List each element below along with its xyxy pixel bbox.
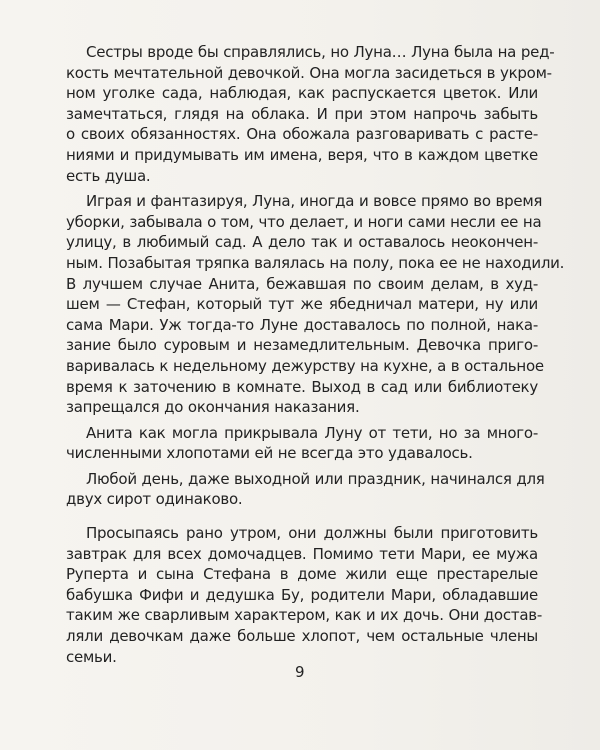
text-line: завтрак для всех домочадцев. Помимо тети Мари, ее мужа [66, 544, 538, 563]
text-line: В лучшем случае Анита, бежавшая по своим делам, в худ- [66, 274, 538, 293]
text-line: Анита как могла прикрывала Луну от тети, но за много- [86, 423, 538, 442]
text-line: о своих обязанностях. Она обожала разговаривать с расте- [66, 125, 538, 144]
text-line: Играя и фантазируя, Луна, иногда и вовсе прямо во время [86, 192, 543, 211]
text-line: ниями и придумывать им имена, веря, что в каждом цветке [66, 145, 538, 164]
text-line: зание было суровым и незамедлительным. Девочка приго- [66, 336, 538, 355]
text-line: Просыпаясь рано утром, они должны были приготовить [86, 524, 538, 543]
text-line: ным. Позабытая тряпка валялась на полу, пока ее не находили. [66, 253, 565, 272]
page-number: 9 [294, 663, 306, 681]
text-line: варивалась к недельному дежурству на кухне, а в остальное [66, 356, 544, 375]
text-line: кость мечтательной девочкой. Она могла засидеться в укром- [66, 63, 552, 82]
text-line: шем — Стефан, который тут же ябедничал матери, ну или [66, 295, 538, 314]
text-line: замечтаться, глядя на облака. И при этом напрочь забыть [66, 104, 538, 123]
text-line: уборки, забывала о том, что делает, и ноги сами несли ее на [66, 212, 542, 231]
text-line: ном уголке сада, наблюдая, как распускается цветок. Или [66, 84, 538, 103]
paragraph-3 [66, 423, 538, 464]
text-line: время к заточению в комнате. Выход в сад или библиотеку [66, 377, 538, 396]
body-text [66, 42, 565, 667]
text-line: бабушка Фифи и дедушка Бу, родители Мари, обладавшие [66, 585, 538, 604]
paragraph-5 [66, 523, 543, 667]
text-line: запрещался до окончания наказания. [66, 398, 360, 417]
paragraph-1 [66, 42, 555, 186]
text-line: семьи. [66, 647, 117, 666]
text-line: Любой день, даже выходной или праздник, начинался для [86, 469, 545, 488]
paragraph-4 [66, 469, 545, 510]
text-line: есть душа. [66, 166, 151, 185]
text-line: ляли девочкам даже больше хлопот, чем остальные члены [66, 627, 538, 646]
text-line: сама Мари. Уж тогда-то Луне доставалось по полной, нака- [66, 315, 538, 334]
text-line: Сестры вроде бы справлялись, но Луна… Луна была на ред- [86, 43, 555, 61]
text-line: Руперта и сына Стефана в доме жили еще престарелые [66, 565, 538, 584]
text-line: двух сирот одинаково. [66, 490, 243, 509]
paragraph-gap [66, 510, 538, 523]
text-line: таким же сварливым характером, как и их дочь. Они достав- [66, 606, 543, 625]
text-line: численными хлопотами ей не всегда это удавалось. [66, 444, 473, 463]
text-line: улицу, в любимый сад. А дело так и оставалось неокончен- [66, 233, 538, 252]
paragraph-2 [66, 191, 565, 418]
